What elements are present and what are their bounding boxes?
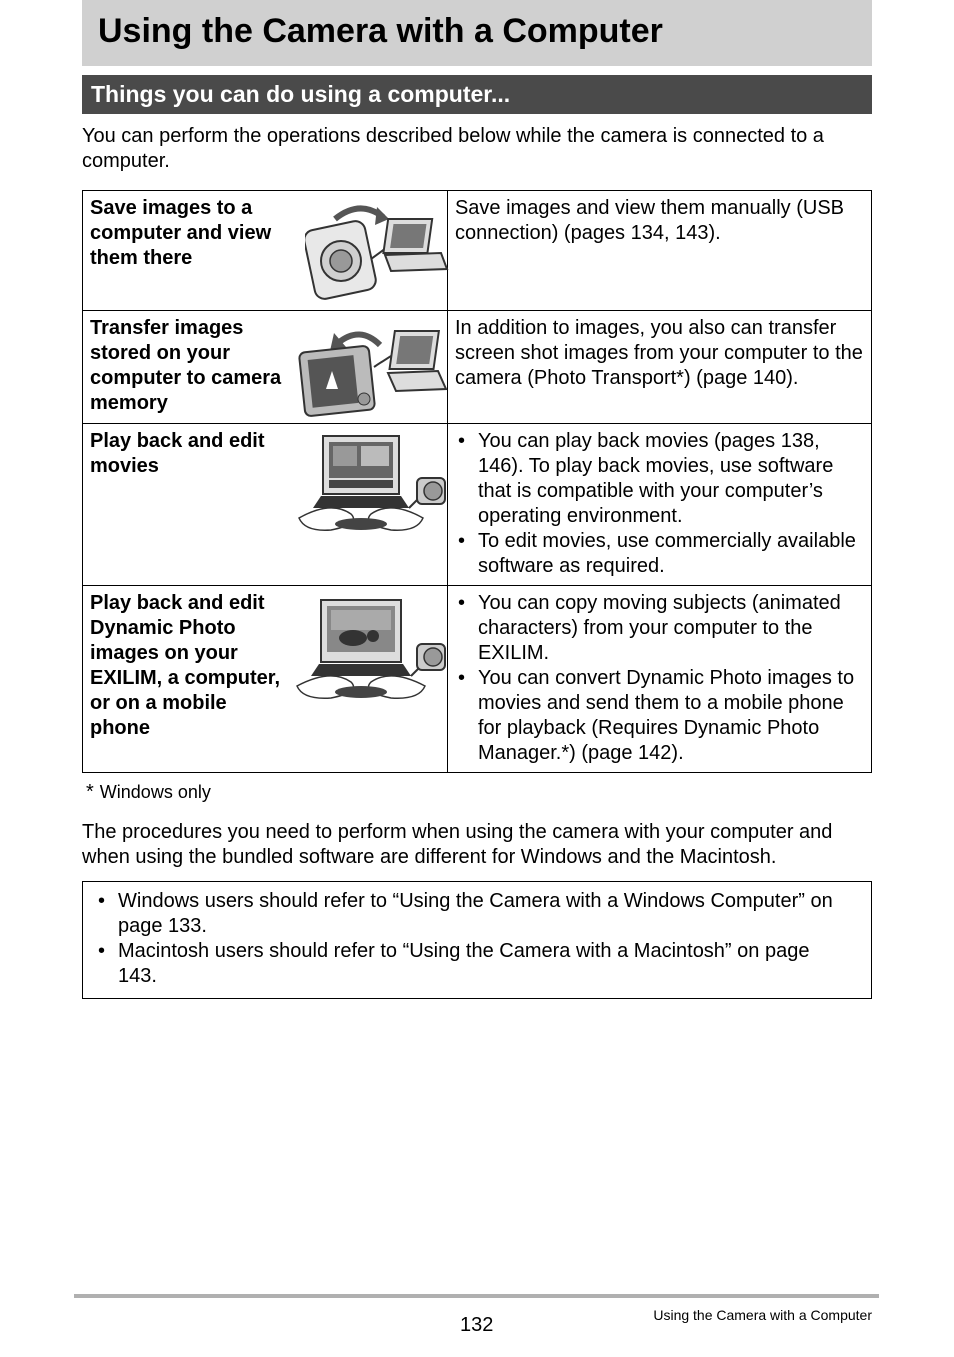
list-item: • Windows users should refer to “Using the Camera with a Windows Computer” on page 133. bbox=[95, 889, 851, 939]
description-cell bbox=[447, 424, 871, 586]
table-row bbox=[83, 586, 872, 773]
table-row bbox=[83, 191, 872, 311]
procedure-paragraph: The procedures you need to perform when using the camera with your computer and when using the bundled software are different for Windows and the Macintosh. bbox=[82, 821, 833, 868]
description-text: In addition to images, you also can transfer screen shot images from your computer to the camera (Photo Transport*) (page 140). bbox=[454, 317, 863, 389]
reference-box bbox=[82, 881, 872, 999]
table-row bbox=[83, 311, 872, 424]
page-number: 132 bbox=[460, 1314, 494, 1336]
intro-paragraph: You can perform the operations described below while the camera is connected to a computer. bbox=[82, 125, 824, 172]
section-header bbox=[82, 75, 872, 114]
list-item: • To edit movies, use commercially available software as required. bbox=[455, 529, 865, 579]
operations-table bbox=[82, 190, 872, 773]
footnote bbox=[86, 781, 211, 804]
computer-editing-movie-icon bbox=[291, 434, 451, 542]
title-bar bbox=[82, 0, 872, 66]
list-item: • You can play back movies (pages 138, 146). To play back movies, use software that is compatible with your computer’s operating environment. bbox=[455, 429, 865, 529]
description-list bbox=[455, 591, 865, 766]
feature-cell bbox=[83, 311, 448, 424]
computer-dynamic-photo-icon bbox=[291, 598, 451, 710]
feature-cell bbox=[83, 191, 448, 311]
description-text: Save images and view them manually (USB connection) (pages 134, 143). bbox=[454, 197, 845, 244]
list-item: • You can convert Dynamic Photo images to movies and send them to a mobile phone for playback (Requires Dynamic Photo Manager.*) (page 142). bbox=[455, 666, 865, 766]
footer-divider bbox=[74, 1294, 879, 1298]
laptop-to-camera-icon bbox=[298, 323, 448, 421]
description-cell bbox=[447, 191, 871, 311]
footnote-mark: * bbox=[86, 781, 94, 803]
camera-to-laptop-icon bbox=[305, 199, 450, 307]
feature-cell bbox=[83, 424, 448, 586]
page-title: Using the Camera with a Computer bbox=[98, 12, 663, 50]
list-item: • Macintosh users should refer to “Using the Camera with a Macintosh” on page 143. bbox=[95, 939, 851, 989]
footer-chapter-label: Using the Camera with a Computer bbox=[653, 1307, 872, 1323]
feature-label: Transfer images stored on your computer to camera memory bbox=[90, 317, 282, 414]
description-cell bbox=[447, 586, 871, 773]
description-cell bbox=[447, 311, 871, 424]
description-list bbox=[455, 429, 865, 579]
table-row bbox=[83, 424, 872, 586]
footnote-text: Windows only bbox=[99, 782, 211, 802]
list-item: • You can copy moving subjects (animated characters) from your computer to the EXILIM. bbox=[455, 591, 865, 666]
feature-label: Save images to a computer and view them there bbox=[90, 197, 272, 269]
feature-cell bbox=[83, 586, 448, 773]
reference-list bbox=[95, 889, 851, 989]
feature-label: Play back and edit movies bbox=[90, 430, 265, 477]
feature-label: Play back and edit Dynamic Photo images on your EXILIM, a computer, or on a mobile phone bbox=[90, 592, 281, 739]
section-title: Things you can do using a computer... bbox=[91, 81, 511, 107]
